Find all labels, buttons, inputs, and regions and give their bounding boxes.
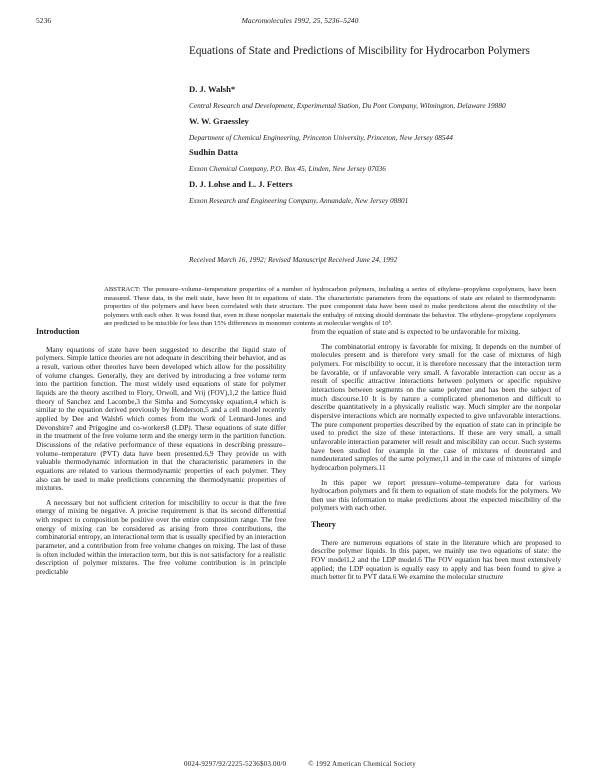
author-name: Sudhin Datta	[189, 147, 238, 157]
author-list	[189, 84, 559, 210]
paragraph: A necessary but not sufficient criterion for miscibility to occur is that the free energy of mixing be negative. A precise requirement is that its second differential with respect to composition be positive over the entire composition range. The free energy of mixing can be considered as arising from three contributions, the combinatorial entropy, an interactional term that is usually specified by an interaction parameter, and a contribution from free volume changes on mixing. The last of these is often included within the interaction term, but this is not satisfactory for a realistic description of polymer mixtures. The free volume contribution is in principle predictable	[36, 497, 286, 577]
author-affiliation: Department of Chemical Engineering, Princeton University, Princeton, New Jersey 08544	[189, 132, 453, 142]
footer	[0, 760, 600, 768]
right-column	[311, 328, 561, 588]
section-heading-theory: Theory	[311, 520, 336, 530]
paragraph: There are numerous equations of state in the literature which are proposed to describe polymer liquids. In this paper, we mainly use two equations of state: the FOV model1,2 and the LDP model.6 The FOV equation has been most extensively applied; the LDP equation is equally easy to apply and has been found to give a much better fit to PVT data.6 We examine the molecular structure	[311, 537, 561, 582]
paragraph: from the equation of state and is expected to be unfavorable for mixing.	[311, 327, 521, 336]
left-column	[36, 328, 286, 583]
author-block	[189, 84, 559, 111]
author-block	[189, 179, 559, 206]
footer-copyright: © 1992 American Chemical Society	[308, 760, 416, 768]
paragraph: In this paper we report pressure–volume–temperature data for various hydrocarbon polymers and fit them to equation of state models for the polymers. We then use this information to make predictions about the expected miscibility of the polymers with each other.	[311, 477, 561, 513]
journal-citation: Macromolecules 1992, 25, 5236–5240	[241, 16, 359, 25]
author-affiliation: Central Research and Development, Experimental Station, Du Pont Company, Wilmington, Delaware 19880	[189, 101, 506, 110]
abstract: ABSTRACT: The pressure–volume–temperature properties of a number of hydrocarbon polymers, including a series of ethylene–propylene copolymers, have been measured. These data, in the melt state, have been fit to equations of state. The characteristic parameters from the equations of state are related to thermodynamic properties of the polymers and have been correlated with their structure. The pure component data have been used to make predictions about the miscibility of the polymers with each other. It was found that, even in these nonpolar materials the enthalpy of mixing should dominate the behavior. The ethylene–propylene copolymers are predicted to be miscible for less than 15% differences in monomer contents at molecular weights of 10⁵.	[104, 286, 556, 327]
page-number: 5236	[36, 16, 52, 25]
footer-code: 0024-9297/92/2225-5236$03.00/0	[184, 760, 287, 768]
article-title: Equations of State and Predictions of Miscibility for Hydrocarbon Polymers	[189, 45, 530, 57]
received-dates: Received March 16, 1992; Revised Manuscript Received June 24, 1992	[189, 255, 398, 264]
author-block	[189, 147, 559, 174]
section-heading-introduction: Introduction	[36, 327, 80, 336]
author-affiliation: Exxon Research and Engineering Company, Annandale, New Jersey 08801	[189, 195, 409, 205]
author-name: D. J. Walsh*	[189, 84, 236, 94]
author-block	[189, 116, 559, 143]
paragraph: The combinatorial entropy is favorable for mixing. It depends on the number of molecules present and is therefore very small for the case of mixtures of high polymers. For miscibility to occur, it is therefore necessary that the interaction term be favorable, or if unfavorable very small. A favorable interaction can occur as a result of specific attractive interactions between polymers or specific repulsive interactions between segments on the same polymer and has been the subject of much discourse.10 It is by nature a complicated phenomenon and difficult to describe quantitatively in a physically realistic way. Much simpler are the nonpolar dispersive interactions which are normally expected to give unfavorable interactions. The pure component properties described by the equation of state can in principle be used to predict the size of these interactions. If these are very small, a small unfavorable interaction parameter will result and miscibility can occur. Such systems have been studied for example in the case of mixtures of deuterated and nondeuterated samples of the same polymer,11 and in the case of mixtures of simple hydrocarbon polymers.11	[311, 341, 561, 472]
author-name: D. J. Lohse and L. J. Fetters	[189, 178, 293, 189]
paragraph: Many equations of state have been suggested to describe the liquid state of polymers. Simple lattice theories are not adequate in describing their behavior, and as a result, various other theories have been developed which allow for the possibility of volume changes. Generally, they are derived by introducing a free volume term into the partition function. The most widely used equations of state for polymer liquids are the theory ascribed to Flory, Orwoll, and Vrij (FOV),1,2 the lattice fluid theory of Sanchez and Lacombe,3 the Simha and Somcynsky equation,4 which is similar to the equation derived previously by Henderson,5 and a cell model recently applied by Dee and Walsh6 which comes from the work of Lennard-Jones and Devonshire7 and Prigogine and co-workers8 (LDP). These equations of state differ in the treatment of the free volume term and the energy term in the partition function. Discussions of the relative performance of these equations in describing pressure–volume–temperature (PVT) data have been presented.6,9 They provide us with valuable thermodynamic information in that the characteristic parameters in the equations are related to various thermodynamic properties of each polymer. They also can be used to make predictions concerning the thermodynamic properties of mixtures.	[36, 344, 286, 493]
author-affiliation: Exxon Chemical Company, P.O. Box 45, Linden, New Jersey 07036	[189, 164, 386, 173]
author-name: W. W. Graessley	[189, 115, 249, 126]
